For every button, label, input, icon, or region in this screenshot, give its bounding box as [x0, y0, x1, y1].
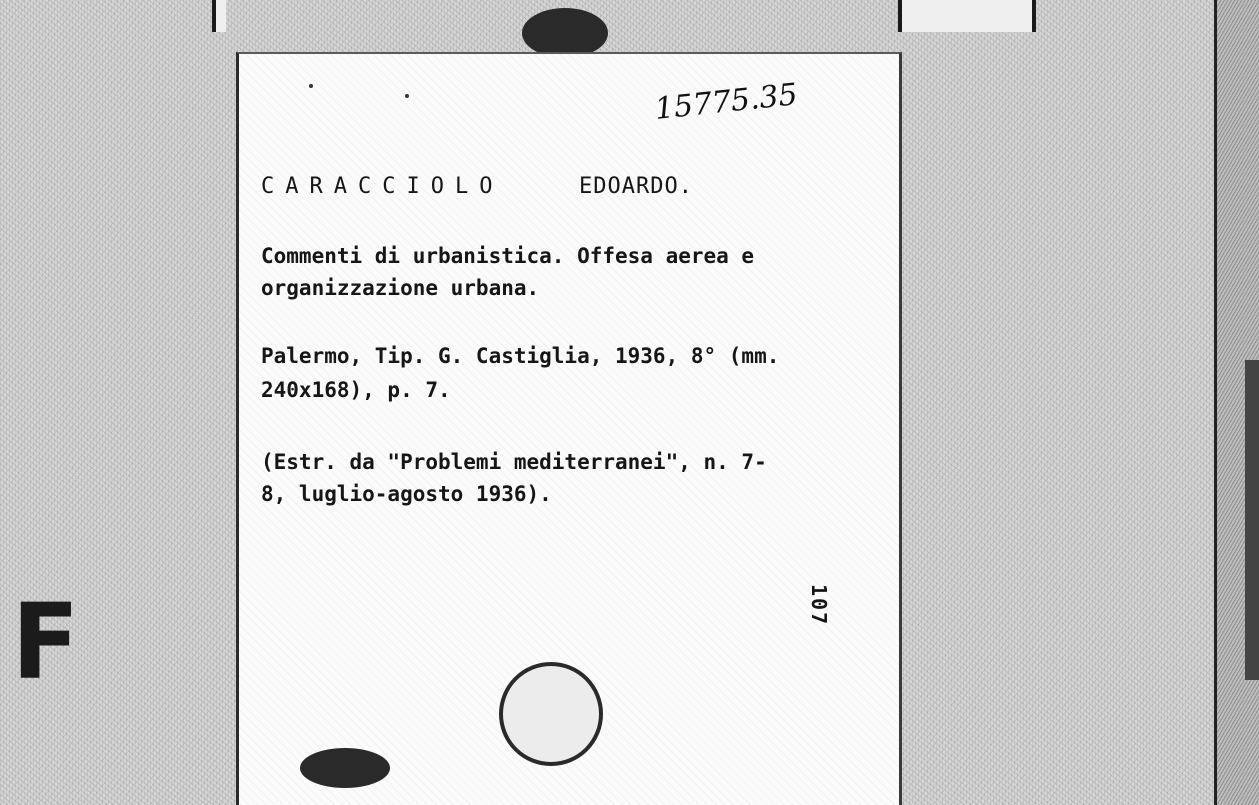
card-punch-hole [499, 662, 603, 766]
author-first-name: EDOARDO. [579, 174, 693, 199]
ink-speck [309, 84, 313, 88]
author-surname: CARACCIOLO [261, 174, 504, 199]
lower-card-hole [300, 748, 390, 788]
imprint-line-1: Palermo, Tip. G. Castiglia, 1936, 8° (mm. [261, 344, 780, 368]
imprint-line-2: 240x168), p. 7. [261, 378, 451, 402]
ink-speck [405, 94, 409, 98]
neighbor-card-edge-left [212, 0, 226, 32]
neighbor-card-hole [522, 8, 608, 58]
neighbor-card-edge-right [898, 0, 1036, 32]
title-line-2: organizzazione urbana. [261, 276, 540, 300]
side-code: 107 [807, 584, 831, 627]
index-tab-letter: F [11, 581, 80, 703]
note-line-2: 8, luglio-agosto 1936). [261, 482, 552, 506]
accession-number: 15775.35 [653, 77, 800, 127]
right-card-shadow [1245, 360, 1259, 680]
title-line-1: Commenti di urbanistica. Offesa aerea e [261, 244, 755, 268]
note-line-1: (Estr. da "Problemi mediterranei", n. 7- [261, 450, 767, 474]
catalog-card [236, 52, 902, 805]
